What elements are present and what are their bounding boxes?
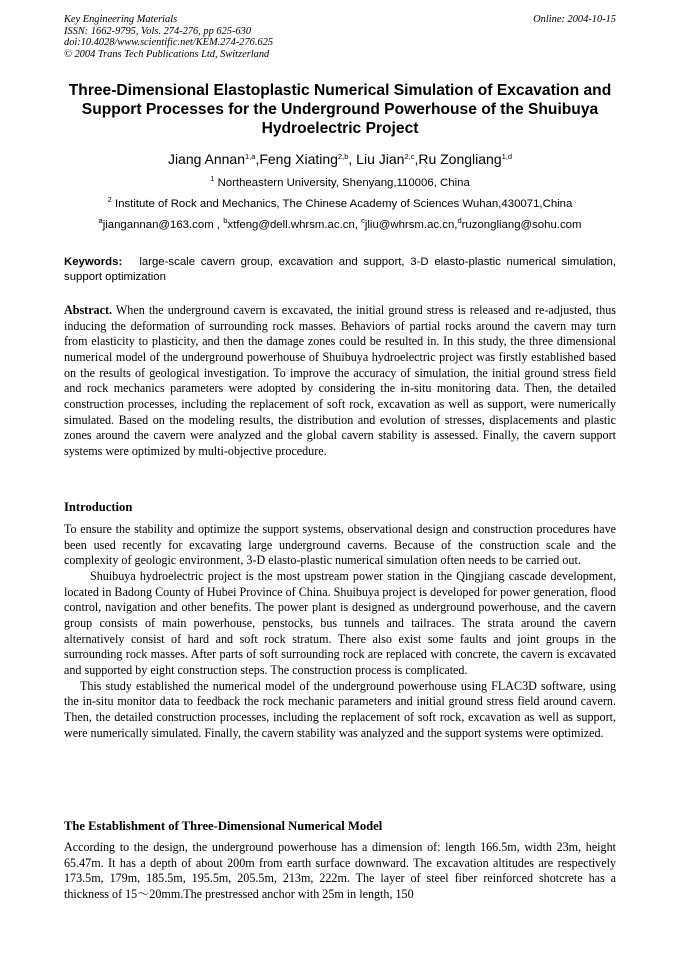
issn-line: ISSN: 1662-9795, Vols. 274-276, pp 625-630	[64, 25, 252, 37]
author-list: Jiang Annan$^{1,a}$,Feng Xiating$^{2,b}$, Liu Jian$^{2,c}$,Ru Zongliang$^{1,d}$	[167, 151, 513, 167]
keywords-text: large-scale cavern group, excavation and support, 3-D elasto-plastic numerical simulation, support optimization	[64, 256, 616, 283]
author-name: Ru Zongliang	[418, 151, 502, 167]
paper-title: Three-Dimensional Elastoplastic Numerical Simulation of Excavation and Support Processes for the Underground Powerhouse of the Shuibuya Hydroelectric Project	[68, 82, 612, 137]
affiliation-2	[64, 197, 616, 211]
introduction-body	[64, 522, 616, 741]
abstract-text: When the underground cavern is excavated, the initial ground stress is released and re-adjusted, thus inducing the deformation of surrounding rock masses. Behaviors of partial rocks around the cavern may turn from elasticity to plasticity, and then the damage zones could be resulted in. In this study, the three dimensional numerical model of the underground powerhouse of Shuibuya hydroelectric project was firstly established based on the results of geological investigation. To improve the accuracy of simulation, the initial ground stress field and rock mechanics parameters were adopted by considering the in-situ monitoring data. Then, the detailed construction processes, including the replacement of soft rock, excavation as well as support, were numerically simulated. Based on the modeling results, the distribution and evolution of stresses, displacements and plastic zones around the cavern were analyzed and the global cavern stability is assessed. Finally, the cavern support systems were optimized by multi-objective procedure.	[64, 303, 616, 458]
email-sup: d	[457, 216, 462, 225]
email-link[interactable]: jiangannan@163.com	[102, 219, 214, 231]
doi-line: doi:10.4028/www.scientific.net/KEM.274-276.625	[64, 37, 274, 49]
abstract-label: Abstract.	[64, 303, 113, 317]
keywords-block	[64, 255, 616, 285]
affiliation-text: Institute of Rock and Mechanics, The Chinese Academy of Sciences Wuhan,430071,China	[114, 198, 573, 210]
author-name: Feng Xiating	[259, 151, 338, 167]
paragraph: Shuibuya hydroelectric project is the most upstream power station in the Qingjiang cascade development, located in Badong County of Hubei Province of China. Shuibuya project is developed for power generation, flood control, navigation and other benefits. The power plant is designed as underground powerhouse, and the cavern group consists of main powerhouse, penstocks, bus tunnels and tailraces. The strata around the cavern alternatively consist of hard and soft rock stratum. There also exist some faults and joint groups in the surrounding rock masses. After parts of soft surrounding rock are replaced with concrete, the cavern is excavated and supported by eight construction steps. The construction process is complicated.	[64, 568, 616, 677]
author-name: Liu Jian	[356, 151, 405, 167]
author-name: Jiang Annan	[167, 151, 246, 167]
section-heading: The Establishment of Three-Dimensional Numerical Model	[64, 819, 383, 833]
email-list: $^a$jiangannan@163.com , $^b$xtfeng@dell.whrsm.ac.cn, $^c$jliu@whrsm.ac.cn,$^d$ruzongliang@sohu.com	[98, 216, 582, 231]
affiliation-1	[64, 176, 616, 190]
email-sup: c	[361, 216, 365, 225]
affiliation-sup: 2	[107, 195, 112, 204]
email-link[interactable]: ruzongliang@sohu.com	[461, 219, 582, 231]
paragraph: This study established the numerical model of the underground powerhouse using FLAC3D software, using the in-situ monitor data to feedback the rock mechanic parameters and initial ground stress field around cavern. Then, the detailed construction processes, including the replacement of soft rock, excavation as well as support, were numerically simulated. Finally, the cavern stability was analyzed and the support systems were optimized.	[64, 678, 616, 740]
introduction-heading: Introduction	[64, 500, 133, 514]
author-sup: 2,c	[404, 152, 415, 161]
section-body	[64, 840, 616, 903]
email-link[interactable]: jliu@whrsm.ac.cn	[364, 219, 455, 231]
email-link[interactable]: xtfeng@dell.whrsm.ac.cn	[227, 219, 355, 231]
keywords-label: Keywords:	[64, 256, 123, 268]
affiliation-sup: 1	[210, 174, 215, 183]
author-sup: 1,a	[245, 152, 256, 161]
author-sup: 2,b	[337, 152, 349, 161]
affiliation-text: Northeastern University, Shenyang,110006, China	[217, 177, 470, 189]
copyright-line: © 2004 Trans Tech Publications Ltd, Switzerland	[64, 48, 270, 60]
abstract-block	[64, 303, 616, 460]
paragraph: To ensure the stability and optimize the support systems, observational design and construction procedures have been used recently for excavating large underground caverns. Because of the construction scale and the complexity of geologic environment, 3-D elasto-plastic numerical simulation often needs to be carried out.	[64, 522, 616, 568]
journal-name: Key Engineering Materials	[64, 14, 178, 25]
email-sup: b	[223, 216, 228, 225]
author-sup: 1,d	[501, 152, 513, 161]
email-sup: a	[98, 216, 103, 225]
online-date: Online: 2004-10-15	[533, 14, 616, 25]
journal-header	[64, 14, 616, 60]
paragraph: According to the design, the underground powerhouse has a dimension of: length 166.5m, width 23m, height 65.47m. It has a depth of about 200m from earth surface downward. The excavation altitudes are respectively 173.5m, 179m, 185.5m, 195.5m, 205.5m, 213m, 222m. The layer of steel fiber reinforced shotcrete has a thickness of 15～20mm.The prestressed anchor with 25m in length, 150	[64, 840, 616, 901]
